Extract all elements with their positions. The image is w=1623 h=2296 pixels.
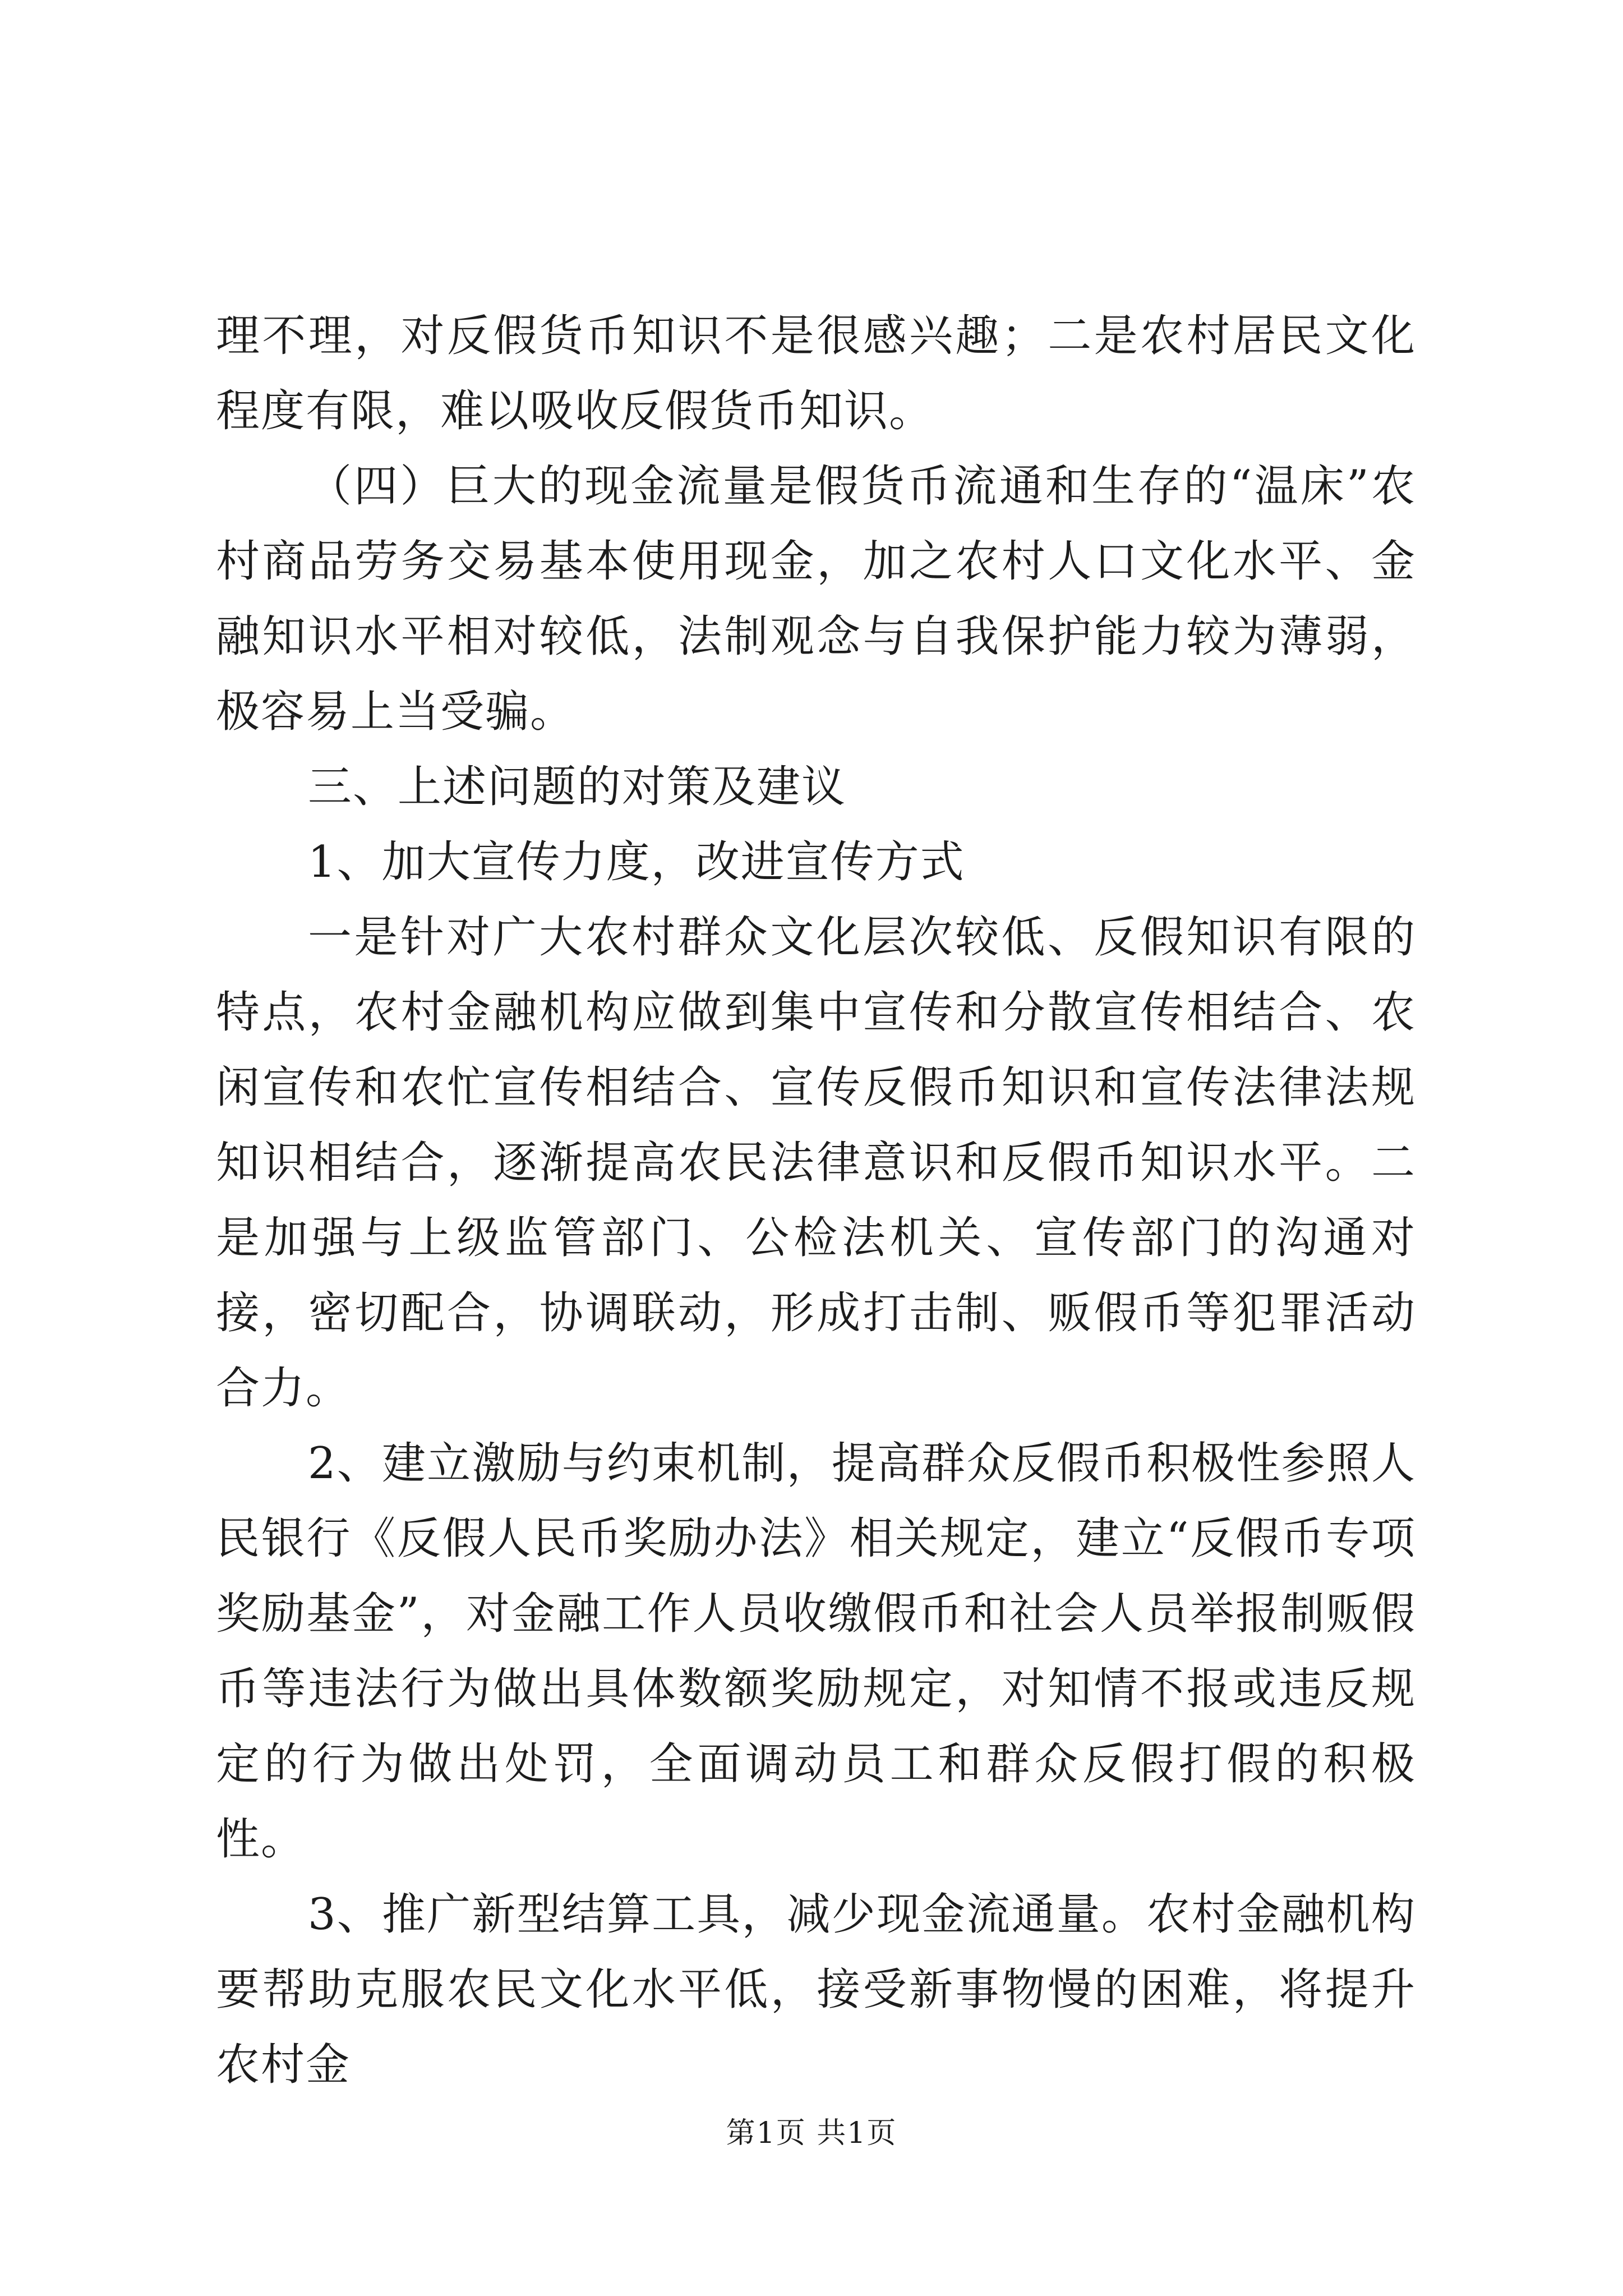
page-footer: 第1页 共1页 — [726, 2116, 897, 2150]
paragraph-section-four: （四）巨大的现金流量是假货币流通和生存的“温床”农村商品劳务交易基本使用现金，加之农村人口文化水平、金融知识水平相对较低，法制观念与自我保护能力较为薄弱，极容易上当受骗。 — [216, 461, 1416, 737]
section-heading-three: 三、上述问题的对策及建议 — [308, 762, 847, 812]
document-body — [216, 298, 1416, 2102]
paragraph-incentive: 2、建立激励与约束机制，提高群众反假币积极性参照人民银行《反假人民币奖励办法》相关规定，建立“反假币专项奖励基金”，对金融工作人员收缴假币和社会人员举报制贩假币等违法行为做出具体数额奖励规定，对知情不报或违反规定的行为做出处罚，全面调动员工和群众反假打假的积极性。 — [216, 1438, 1416, 1865]
subheading-one: 1、加大宣传力度，改进宣传方式 — [308, 837, 965, 887]
paragraph-continuation: 理不理，对反假货币知识不是很感兴趣；二是农村居民文化程度有限，难以吸收反假货币知识。 — [216, 311, 1416, 436]
paragraph-publicity: 一是针对广大农村群众文化层次较低、反假知识有限的特点，农村金融机构应做到集中宣传和分散宣传相结合、农闲宣传和农忙宣传相结合、宣传反假币知识和宣传法律法规知识相结合，逐渐提高农民法律意识和反假币知识水平。二是加强与上级监管部门、公检法机关、宣传部门的沟通对接，密切配合，协调联动，形成打击制、贩假币等犯罪活动合力。 — [216, 912, 1416, 1414]
paragraph-settlement-tools: 3、推广新型结算工具，减少现金流通量。农村金融机构要帮助克服农民文化水平低，接受新事物慢的困难，将提升农村金 — [216, 1889, 1416, 2090]
